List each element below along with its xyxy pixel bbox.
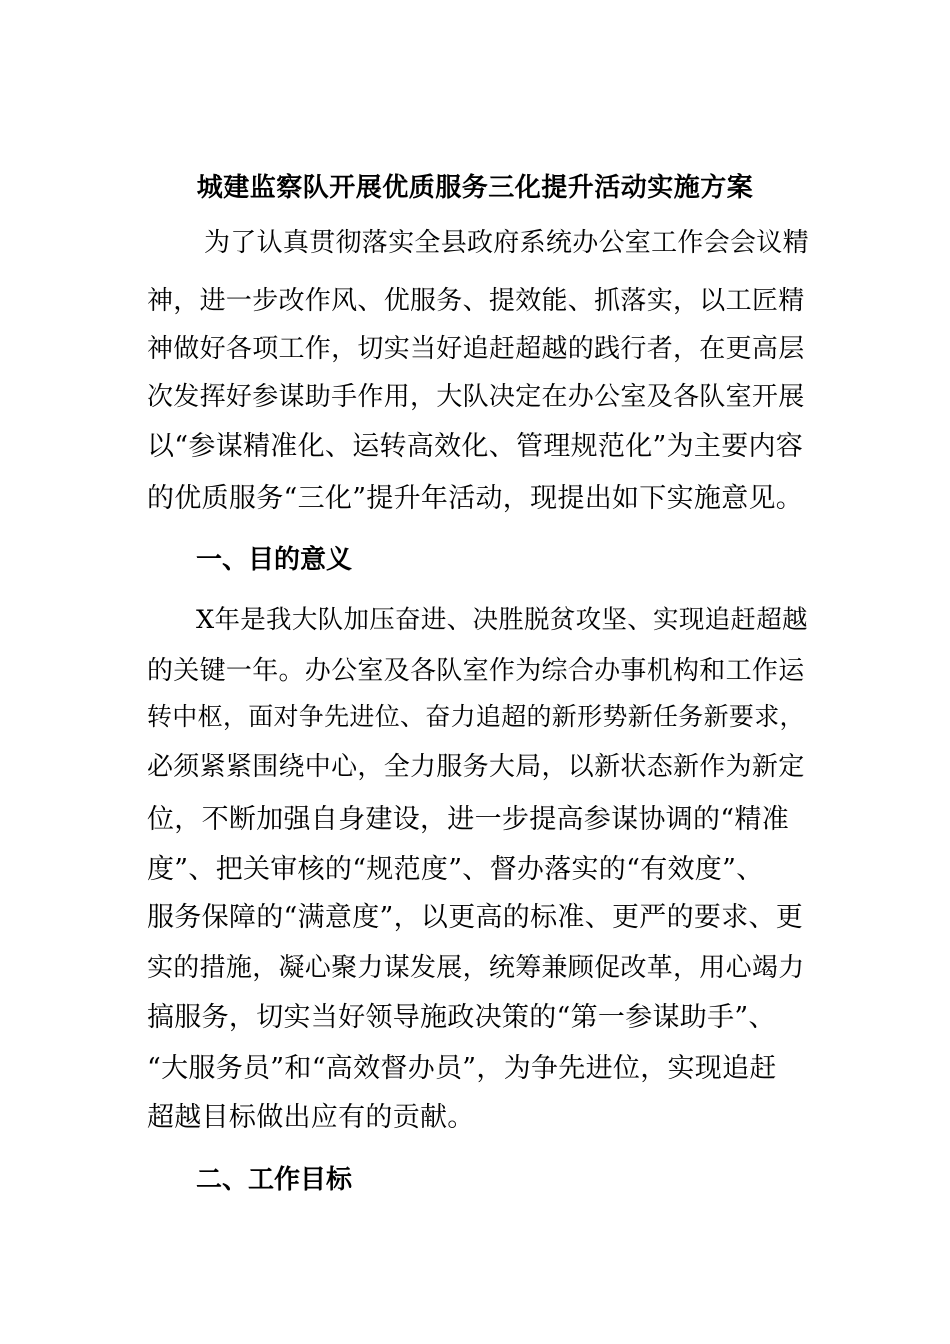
intro-line: 以“参谋精准化、运转高效化、管理规范化”为主要内容: [147, 431, 804, 462]
section1-line: “大服务员”和“高效督办员”，为争先进位，实现追赶: [147, 1053, 777, 1084]
section-heading-goals: 二、工作目标: [196, 1165, 353, 1195]
section1-line: 实的措施，凝心聚力谋发展，统筹兼顾促改革，用心竭力: [147, 953, 805, 983]
section1-line: X年是我大队加压奋进、决胜脱贫攻坚、实现追赶超越: [196, 605, 808, 635]
section1-line: 服务保障的“满意度”，以更高的标准、更严的要求、更: [147, 902, 804, 933]
section1-line: 必须紧紧围绕中心，全力服务大局，以新状态新作为新定: [147, 752, 805, 782]
section-heading-purpose: 一、目的意义: [196, 545, 353, 575]
section1-line: 度”、把关审核的“规范度”、督办落实的“有效度”、: [147, 854, 764, 885]
section1-line: 位，不断加强自身建设，进一步提高参谋协调的“精准: [147, 804, 790, 835]
section1-line: 转中枢，面对争先进位、奋力追超的新形势新任务新要求，: [147, 702, 805, 731]
section1-line: 搞服务，切实当好领导施政决策的“第一参谋助手”、: [147, 1002, 776, 1033]
intro-line: 的优质服务“三化”提升年活动，现提出如下实施意见。: [147, 483, 804, 514]
intro-line: 为了认真贯彻落实全县政府系统办公室工作会会议精: [204, 228, 809, 258]
intro-line: 次发挥好参谋助手作用，大队决定在办公室及各队室开展: [147, 382, 805, 412]
intro-line: 神做好各项工作，切实当好追赶超越的践行者，在更高层: [147, 334, 805, 364]
document-title: 城建监察队开展优质服务三化提升活动实施方案: [196, 173, 754, 203]
section1-line: 超越目标做出应有的贡献。: [147, 1102, 475, 1133]
intro-line: 神，进一步改作风、优服务、提效能、抓落实，以工匠精: [147, 286, 805, 316]
section1-line: 的关键一年。办公室及各队室作为综合办事机构和工作运: [147, 656, 805, 686]
